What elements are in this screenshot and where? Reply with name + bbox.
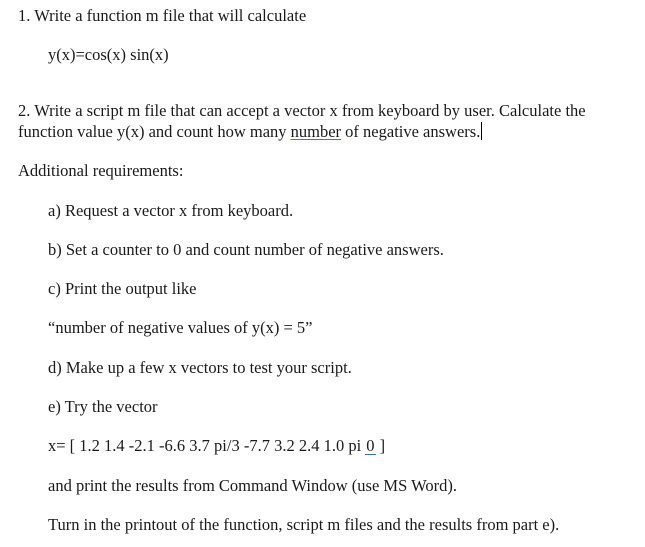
- test-vector: [48, 436, 385, 456]
- additional-requirements-heading: Additional requirements:: [18, 161, 184, 180]
- requirement-d: d) Make up a few x vectors to test your script.: [48, 358, 352, 377]
- q1-heading: 1. Write a function m file that will calculate: [18, 6, 307, 25]
- q2-line2-end: of negative answers.: [341, 122, 481, 141]
- q2-line2[interactable]: [18, 122, 482, 142]
- requirement-a: a) Request a vector x from keyboard.: [48, 201, 294, 220]
- test-vector-text: x= [ 1.2 1.4 -2.1 -6.6 3.7 pi/3 -7.7 3.2 2.4 1.0 pi: [48, 436, 366, 455]
- requirement-e: e) Try the vector: [48, 397, 158, 416]
- output-example: “number of negative values of y(x) = 5”: [48, 318, 313, 337]
- flagged-zero[interactable]: 0: [366, 436, 375, 455]
- q2-line2-text: function value y(x) and count how many: [18, 122, 291, 141]
- print-results-line: and print the results from Command Window (use MS Word).: [48, 476, 457, 495]
- text-cursor: [481, 122, 482, 140]
- requirement-b: b) Set a counter to 0 and count number of negative answers.: [48, 240, 444, 259]
- test-vector-close: ]: [375, 436, 386, 455]
- requirement-c: c) Print the output like: [48, 279, 197, 298]
- q1-formula: y(x)=cos(x) sin(x): [48, 45, 169, 64]
- turn-in-line: Turn in the printout of the function, script m files and the results from part e).: [48, 515, 560, 534]
- q2-line1: 2. Write a script m file that can accept a vector x from keyboard by user. Calculate the: [18, 101, 586, 120]
- spelling-flag-word[interactable]: number: [290, 122, 342, 141]
